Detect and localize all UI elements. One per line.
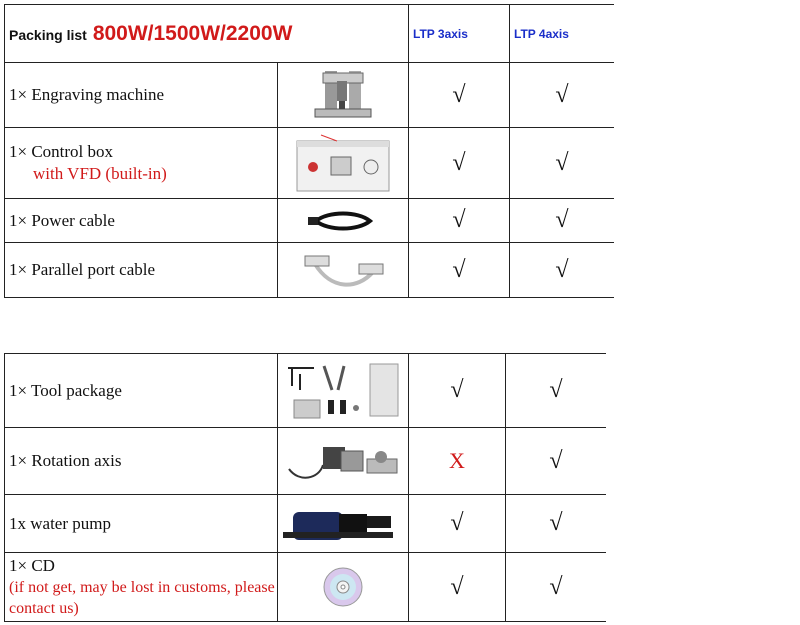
check-4axis: √	[506, 428, 607, 495]
check-3axis: √	[409, 128, 510, 199]
engraving-machine-image	[278, 63, 409, 128]
table-row	[5, 199, 615, 243]
item-label: 1× Power cable	[5, 199, 278, 243]
rotation-axis-image	[278, 428, 409, 495]
power-cable-image	[278, 199, 409, 243]
packing-list-title: Packing list	[9, 26, 87, 43]
table-row	[5, 243, 615, 298]
header-row	[5, 5, 615, 63]
item-label: 1× Control box	[9, 142, 114, 161]
table-row	[5, 428, 607, 495]
packing-list-table-bottom	[4, 353, 606, 622]
engraving-machine-icon	[303, 67, 383, 123]
check-3axis: √	[409, 354, 506, 428]
item-label: 1× Rotation axis	[5, 428, 278, 495]
packing-list-header	[5, 5, 409, 63]
watts-title: 800W/1500W/2200W	[92, 21, 293, 45]
check-3axis: √	[409, 63, 510, 128]
rotation-axis-icon	[283, 439, 403, 483]
item-label: 1× Parallel port cable	[5, 243, 278, 298]
check-3axis: √	[409, 199, 510, 243]
water-pump-image	[278, 495, 409, 553]
control-box-icon	[291, 131, 395, 195]
item-label: 1× CD	[9, 556, 55, 575]
col-header-3axis: LTP 3axis	[409, 5, 510, 63]
check-4axis: √	[510, 199, 615, 243]
cd-image	[278, 553, 409, 622]
item-label: 1× Engraving machine	[5, 63, 278, 128]
table-row	[5, 495, 607, 553]
parallel-port-cable-image	[278, 243, 409, 298]
check-3axis: √	[409, 243, 510, 298]
water-pump-icon	[283, 502, 403, 546]
table-row	[5, 553, 607, 622]
tool-package-image	[278, 354, 409, 428]
item-label: 1x water pump	[5, 495, 278, 553]
check-4axis: √	[506, 553, 607, 622]
parallel-cable-icon	[301, 250, 385, 290]
tool-package-icon	[284, 360, 402, 422]
cd-icon	[321, 565, 365, 609]
item-label: 1× Tool package	[5, 354, 278, 428]
item-note: (if not get, may be lost in customs, please contact us)	[9, 579, 275, 617]
check-4axis: √	[510, 128, 615, 199]
check-4axis: √	[506, 354, 607, 428]
item-label-cell	[5, 128, 278, 199]
table-row	[5, 354, 607, 428]
check-4axis: √	[506, 495, 607, 553]
control-box-image	[278, 128, 409, 199]
col-header-4axis: LTP 4axis	[510, 5, 615, 63]
check-3axis: √	[409, 495, 506, 553]
check-3axis: √	[409, 553, 506, 622]
item-label-cell	[5, 553, 278, 622]
packing-list-table-top	[4, 4, 614, 298]
check-4axis: √	[510, 243, 615, 298]
table-row	[5, 63, 615, 128]
power-cable-icon	[308, 209, 378, 233]
cross-3axis: X	[409, 428, 506, 495]
table-row	[5, 128, 615, 199]
check-4axis: √	[510, 63, 615, 128]
item-note: with VFD (built-in)	[33, 164, 167, 183]
